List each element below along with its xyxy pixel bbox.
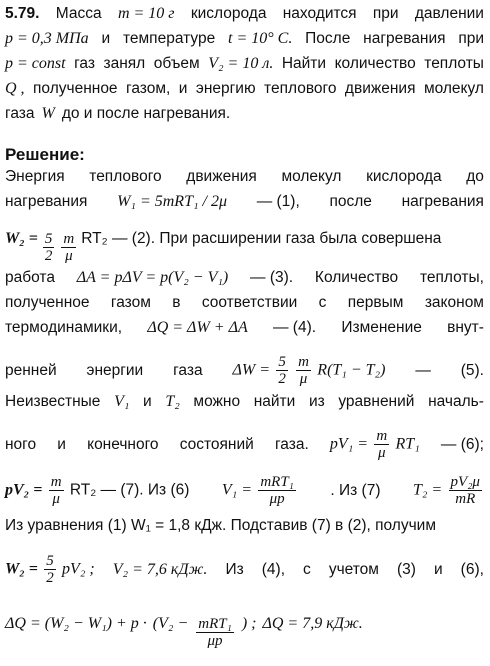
problem-line-5: газа W до и после нагревания. — [5, 105, 231, 122]
fraction: $\frac{5}{2}$ — [46, 553, 54, 586]
problem-number: 5.79. — [5, 5, 40, 22]
solution-heading: Решение: — [5, 145, 85, 164]
problem-line-2: p = 0,3 МПа и температуре t = 10° C. После нагревания при — [5, 30, 484, 47]
solution-line-7: ренней энергии газа ΔW = $\frac{5}{2}$ $\frac{m}{\mu}$ R(T₁ − T₂) — (5). — [5, 354, 484, 387]
solution-line-11: Из уравнения (1) W₁ = 1,8 кДж. Подставив (7) в (2), получим — [5, 517, 436, 534]
fraction: $\frac{\text{mRT₁}}{\mu p}$ — [260, 474, 294, 507]
solution-line-6: термодинамики, ΔQ = ΔW + ΔA — (4). Изменение внут- — [5, 319, 484, 336]
solution-line-10: pV₂ = $\frac{m}{\mu}$ RT₂ — (7). Из (6) V₁ = $\frac{\text{mRT₁}}{\mu p}$ . Из (7) T₂ = $\frac{\text{pV₂μ}}{mR}$ — [5, 474, 480, 507]
fraction: $\frac{\text{pV₂μ}}{mR}$ — [450, 474, 480, 507]
solution-line-3: W₂ = $\frac{5}{2}$ $\frac{m}{\mu}$ RT₂ — (2). При расширении газа была совершена — [5, 230, 442, 264]
fraction: $\frac{m}{\mu}$ — [63, 231, 75, 264]
fraction: $\frac{m}{\mu}$ — [298, 354, 309, 387]
solution-line-13: ΔQ = (W₂ − W₁) + p · (V₂ − $\frac{\text{mRT₁}}{\mu p}$ ) ; ΔQ = 7,9 кДж. — [5, 615, 363, 649]
fraction: $\frac{m}{\mu}$ — [376, 428, 388, 461]
problem-line-1: 5.79. Масса m = 10 г кислорода находится при давлении — [5, 5, 484, 22]
solution-line-5: полученное газом в соответствии с первым законом — [5, 294, 484, 311]
solution-line-12: W₂ = $\frac{5}{2}$ pV₂ ; V₂ = 7,6 кДж. Из (4), с учетом (3) и (6), — [5, 553, 484, 586]
solution-line-2: нагревания W₁ = 5mRT₁ / 2μ — (1), после нагревания — [5, 193, 484, 210]
solution-heading-line — [5, 145, 484, 165]
solution-line-4: работа ΔA = pΔV = p(V₂ − V₁) — (3). Количество теплоты, — [5, 269, 484, 286]
solution-line-1: Энергия теплового движения молекул кислорода до — [5, 168, 484, 185]
fraction: $\frac{5}{2}$ — [278, 354, 286, 387]
fraction: $\frac{5}{2}$ — [44, 231, 53, 264]
problem-line-3: p = const газ занял объем V₂ = 10 л. Найти количество теплоты — [5, 55, 484, 72]
fraction: $\frac{m}{\mu}$ — [50, 474, 62, 507]
problem-line-4: Q , полученное газом, и энергию теплового движения молекул — [5, 80, 484, 97]
solution-line-8: Неизвестные V₁ и T₂ можно найти из уравнений началь- — [5, 393, 484, 410]
solution-line-9: ного и конечного состояний газа. pV₁ = $\frac{m}{\mu}$ RT₁ — (6); — [5, 428, 484, 461]
fraction: $\frac{\text{mRT₁}}{\mu p}$ — [198, 616, 232, 649]
